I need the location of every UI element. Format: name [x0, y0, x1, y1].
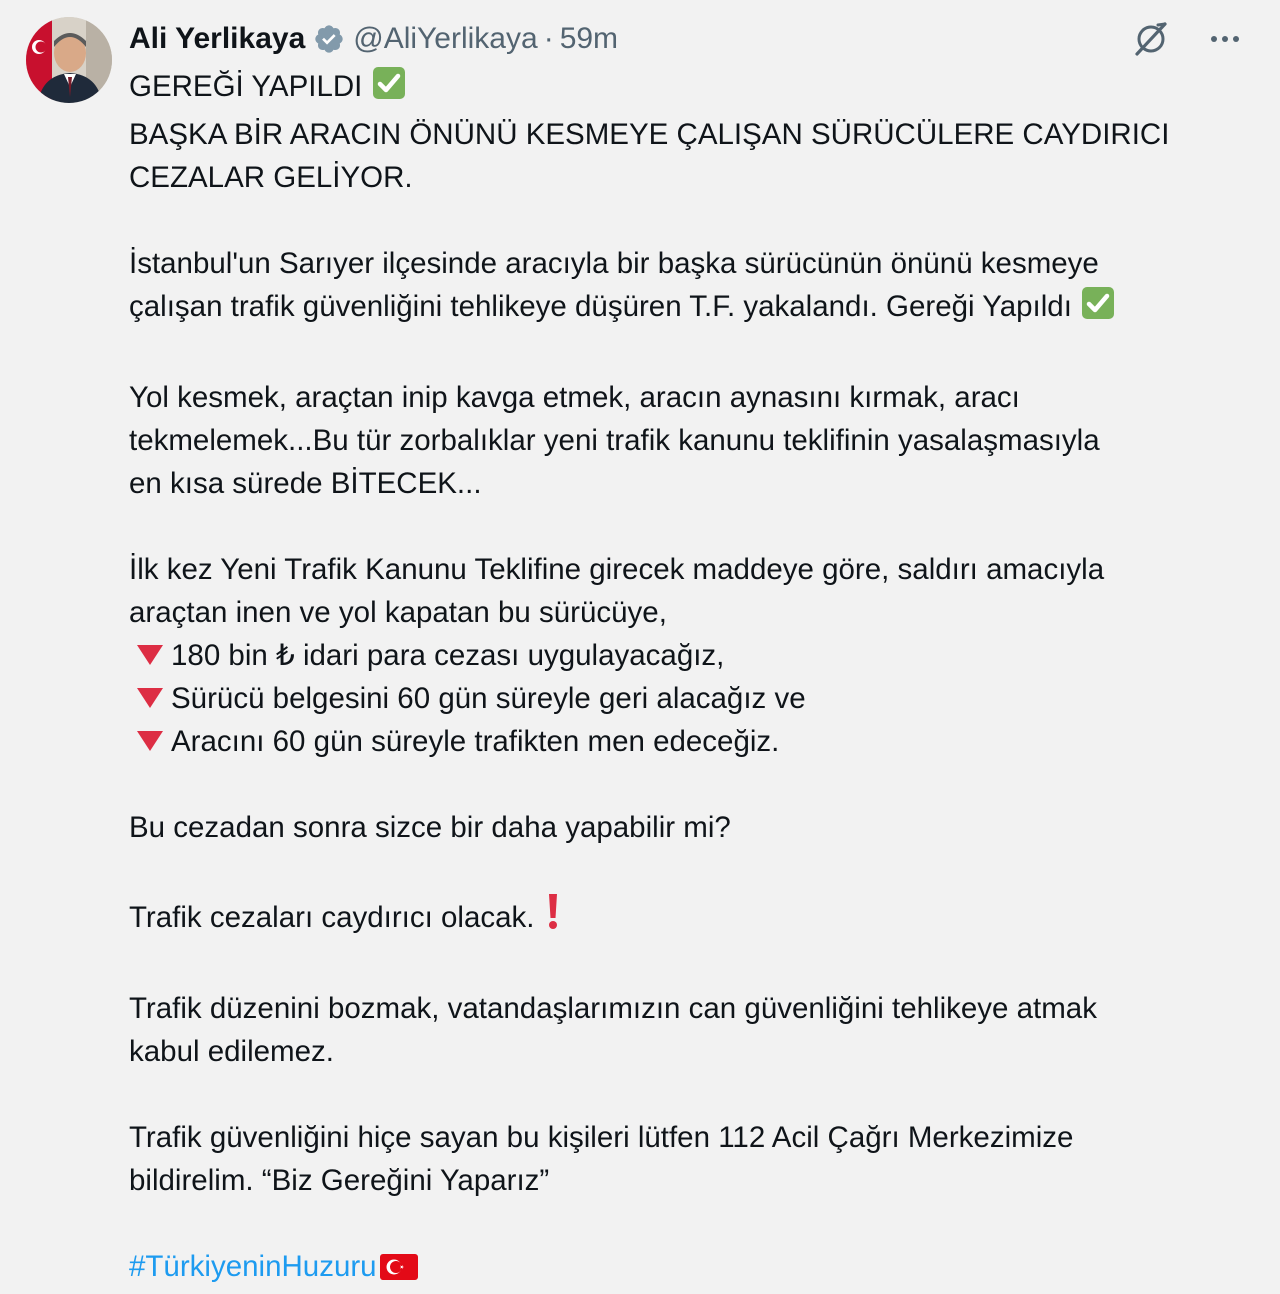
list-item	[129, 677, 1239, 720]
text-line: CEZALAR GELİYOR.	[129, 161, 413, 194]
text-line: BAŞKA BİR ARACIN ÖNÜNÜ KESMEYE ÇALIŞAN SÜRÜCÜLERE CAYDIRICI	[129, 118, 1170, 151]
text-line	[129, 1245, 1239, 1294]
text-line: Bu cezadan sonra sizce bir daha yapabilir mi?	[129, 811, 731, 844]
text-line: kabul edilemez.	[129, 1035, 334, 1068]
verified-badge-icon[interactable]	[313, 23, 345, 55]
text-line	[129, 65, 1239, 113]
list-item-text: 180 bin ₺ idari para cezası uygulayacağız,	[171, 639, 725, 672]
grok-icon[interactable]	[1132, 20, 1170, 58]
paragraph-gap	[129, 763, 1239, 806]
tweet-text	[129, 65, 1239, 1294]
text-line: İstanbul'un Sarıyer ilçesinde aracıyla bir başka sürücünün önünü kesmeye	[129, 247, 1099, 280]
paragraph-gap	[129, 333, 1239, 376]
exclamation-mark-emoji-icon	[543, 892, 563, 944]
paragraph-gap	[129, 199, 1239, 242]
paragraph-gap	[129, 944, 1239, 987]
more-options-icon[interactable]	[1206, 20, 1244, 58]
avatar[interactable]	[26, 17, 112, 103]
red-triangle-down-icon	[135, 682, 165, 712]
text-line: bildirelim. “Biz Gereğini Yaparız”	[129, 1164, 550, 1197]
paragraph-gap	[129, 505, 1239, 548]
text-line: en kısa sürede BİTECEK...	[129, 467, 482, 500]
text-line: Yol kesmek, araçtan inip kavga etmek, aracın aynasını kırmak, aracı	[129, 381, 1020, 414]
list-item-text: Aracını 60 gün süreyle trafikten men edeceğiz.	[171, 725, 780, 758]
check-mark-emoji-icon	[371, 65, 407, 113]
separator-dot: ·	[543, 22, 554, 55]
list-item	[129, 634, 1239, 677]
hashtag-link[interactable]: #TürkiyeninHuzuru	[129, 1250, 377, 1283]
text-span: Trafik cezaları caydırıcı olacak.	[129, 901, 535, 934]
turkey-flag-emoji-icon	[379, 1251, 419, 1294]
author-name[interactable]: Ali Yerlikaya	[129, 22, 306, 55]
tweet-actions-top	[1132, 20, 1244, 58]
text-line: araçtan inen ve yol kapatan bu sürücüye,	[129, 596, 667, 629]
text-line: İlk kez Yeni Trafik Kanunu Teklifine girecek maddeye göre, saldırı amacıyla	[129, 553, 1105, 586]
text-line	[129, 892, 1239, 944]
tweet-header	[129, 18, 618, 60]
timestamp[interactable]: 59m	[559, 22, 619, 55]
red-triangle-down-icon	[135, 725, 165, 755]
author-handle[interactable]: @AliYerlikaya	[353, 22, 538, 55]
check-mark-emoji-icon	[1080, 285, 1116, 333]
paragraph-gap	[129, 849, 1239, 892]
paragraph-gap	[129, 1073, 1239, 1116]
text-span: çalışan trafik güvenliğini tehlikeye düşüren T.F. yakalandı. Gereği Yapıldı	[129, 290, 1072, 323]
paragraph-gap	[129, 1202, 1239, 1245]
list-item	[129, 720, 1239, 763]
text-line: Trafik düzenini bozmak, vatandaşlarımızın can güvenliğini tehlikeye atmak	[129, 992, 1097, 1025]
text-line: Trafik güvenliğini hiçe sayan bu kişileri lütfen 112 Acil Çağrı Merkezimize	[129, 1121, 1074, 1154]
text-line	[129, 285, 1239, 333]
text-line: tekmelemek...Bu tür zorbalıklar yeni trafik kanunu teklifinin yasalaşmasıyla	[129, 424, 1100, 457]
text-span: GEREĞİ YAPILDI	[129, 70, 363, 103]
red-triangle-down-icon	[135, 639, 165, 669]
avatar-photo	[26, 17, 112, 103]
list-item-text: Sürücü belgesini 60 gün süreyle geri alacağız ve	[171, 682, 806, 715]
